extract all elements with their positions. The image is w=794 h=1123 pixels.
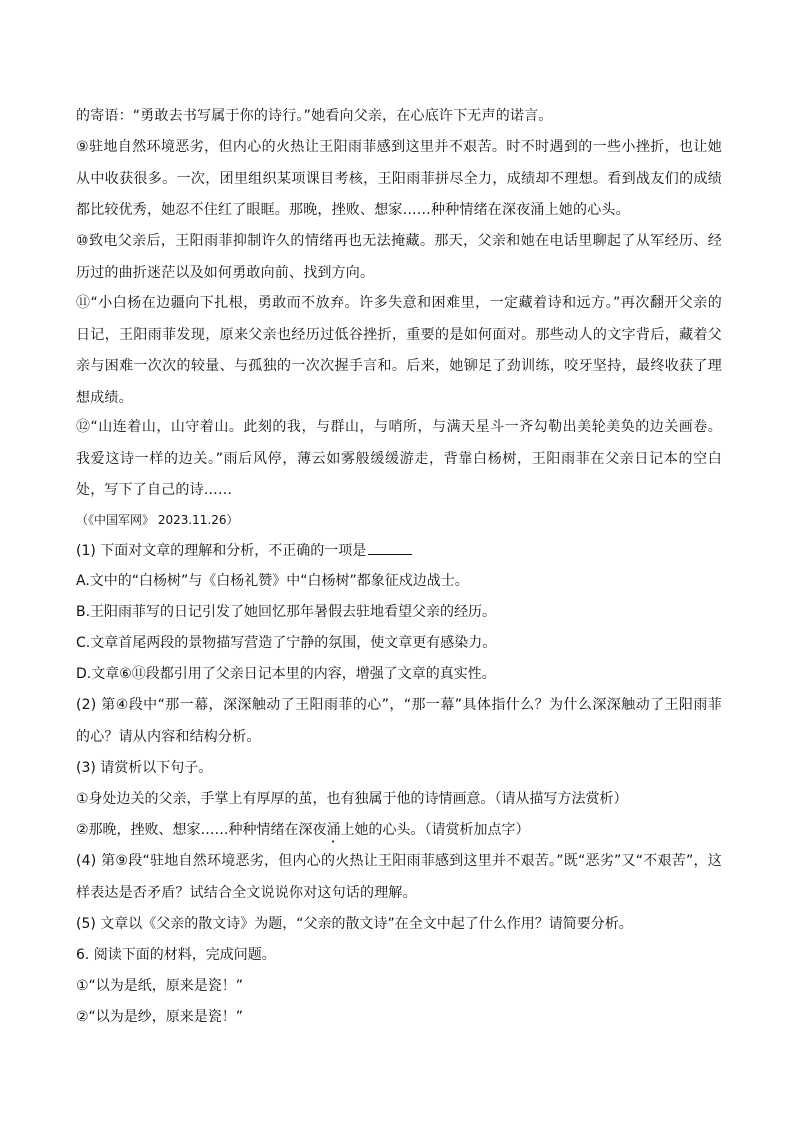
- question-3-sentence-2: [76, 820, 736, 846]
- paragraph-9: ⑨驻地自然环境恶劣，但内心的火热让王阳雨菲感到这里并不艰苦。时不时遇到的一些小挫折，也让她从中收获很多。一次，团里组织某项课目考核，王阳雨菲拼尽全力，成绩却不理想。看到战友们的成绩都比较优秀，她忍不住红了眼眶。那晚，挫败、想家……种种情绪在深夜涌上她的心头。: [76, 139, 722, 218]
- question-1: [76, 540, 736, 561]
- answer-blank: [368, 540, 412, 555]
- question-4: (4) 第⑨段“驻地自然环境恶劣，但内心的火热让王阳雨菲感到这里并不艰苦。”既“恶劣”又“不艰苦”，这样表达是否矛盾？试结合全文说说你对这句话的理解。: [76, 853, 722, 901]
- dotted-character: 涌: [326, 822, 341, 838]
- material-2: ②“以为是纱，原来是瓷！”: [76, 1009, 244, 1025]
- question-2: (2) 第④段中“那一幕，深深触动了王阳雨菲的心”，“那一幕”具体指什么？为什么深深触动了王阳雨菲的心？请从内容和结构分析。: [76, 697, 722, 745]
- question-1-option-c: C.文章首尾两段的景物描写营造了宁静的氛围，使文章更有感染力。: [76, 635, 497, 651]
- paragraph-continuation: 的寄语：“勇敢去书写属于你的诗行。”她看向父亲，在心底许下无声的诺言。: [76, 108, 553, 124]
- question-6: 6. 阅读下面的材料，完成问题。: [76, 947, 276, 963]
- material-1: ①“以为是纸，原来是瓷！”: [76, 978, 244, 994]
- paragraph-10: ⑩致电父亲后，王阳雨菲抑制许久的情绪再也无法掩藏。那天，父亲和她在电话里聊起了从军经历、经历过的曲折迷茫以及如何勇敢向前、找到方向。: [76, 233, 722, 281]
- question-3: (3) 请赏析以下句子。: [76, 760, 213, 776]
- sentence-2-after: 上她的心头。（请赏析加点字）: [340, 822, 530, 838]
- question-3-sentence-1: ①身处边关的父亲，手掌上有厚厚的茧，也有独属于他的诗情画意。（请从描写方法赏析）: [76, 791, 628, 807]
- question-5: (5) 文章以《父亲的散文诗》为题，“父亲的散文诗”在全文中起了什么作用？请简要分析。: [76, 916, 633, 932]
- source-citation: （《中国军网》 2023.11.26）: [76, 513, 239, 527]
- sentence-2-before: ②那晚，挫败、想家……种种情绪在深夜: [76, 822, 327, 838]
- question-1-text: (1) 下面对文章的理解和分析，不正确的一项是: [76, 543, 367, 559]
- paragraph-12: ⑫“山连着山，山守着山。此刻的我，与群山，与哨所，与满天星斗一齐勾勒出美轮美奂的边关画卷。我爱这诗一样的边关。”雨后风停，薄云如雾般缓缓游走，背靠白杨树，王阳雨菲在父亲日记本的空白处，写下了自己的诗……: [76, 419, 722, 498]
- paragraph-11: ⑪“小白杨在边疆向下扎根，勇敢而不放弃。许多失意和困难里，一定藏着诗和远方。”再次翻开父亲的日记，王阳雨菲发现，原来父亲也经历过低谷挫折，重要的是如何面对。那些动人的文字背后，藏着父亲与困难一次次的较量、与孤独的一次次握手言和。后来，她铆足了劲训练，咬牙坚持，最终收获了理想成绩。: [76, 295, 722, 406]
- question-1-option-d: D.文章⑥⑪段都引用了父亲日记本里的内容，增强了文章的真实性。: [76, 666, 496, 682]
- question-1-option-a: A.文中的“白杨树”与《白杨礼赞》中“白杨树”都象征戍边战士。: [76, 573, 469, 589]
- question-1-option-b: B.王阳雨菲写的日记引发了她回忆那年暑假去驻地看望父亲的经历。: [76, 604, 497, 620]
